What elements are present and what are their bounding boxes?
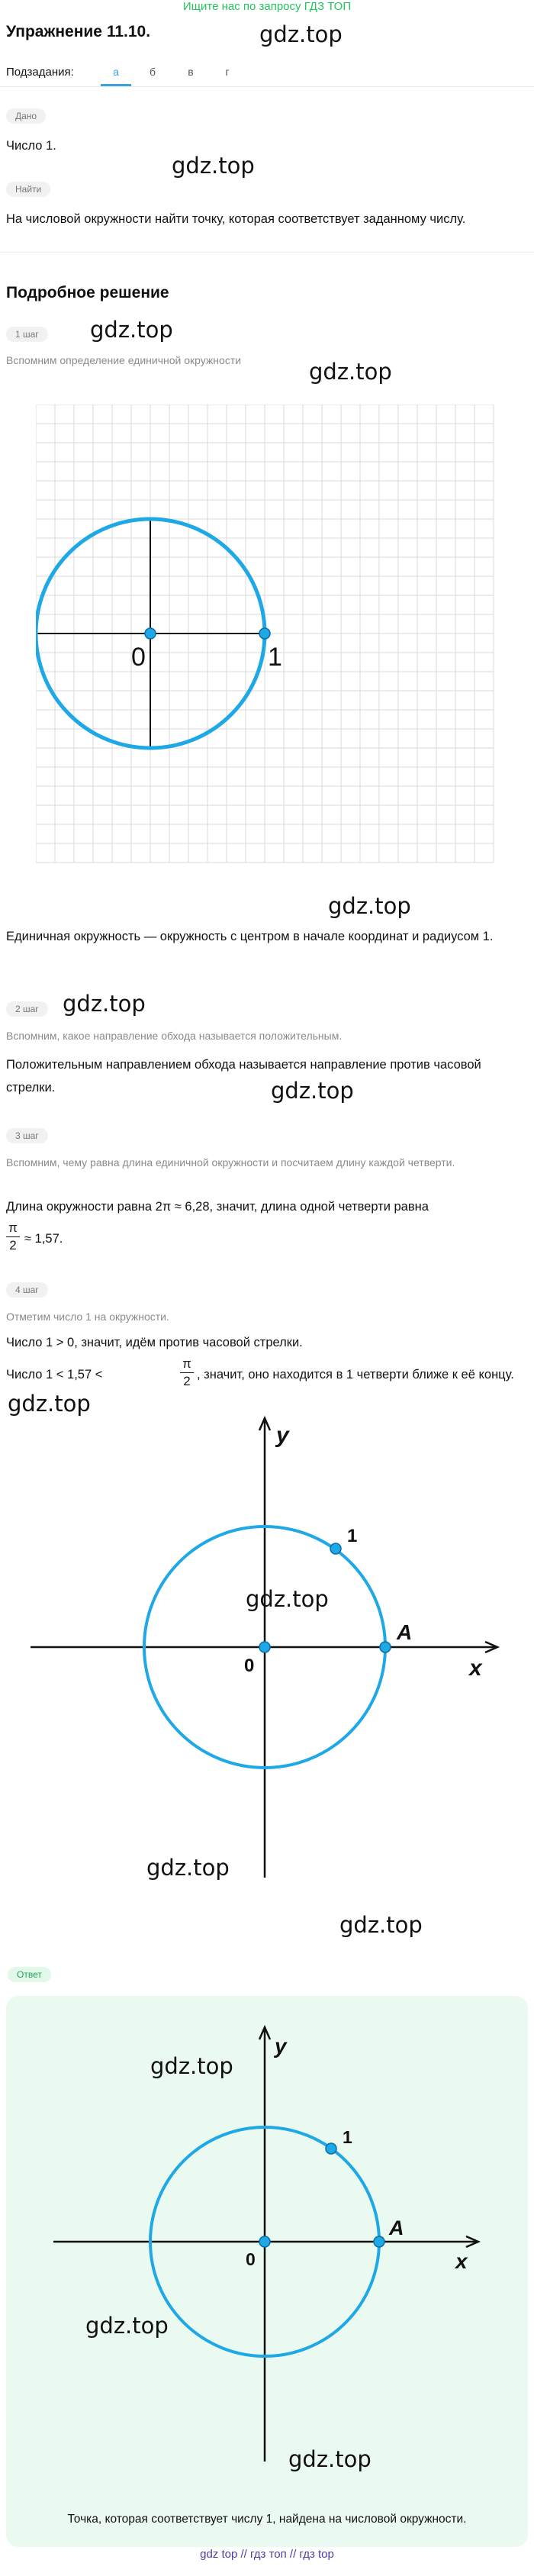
step-2-caption: Вспомним, какое направление обхода называется положительным.: [6, 1030, 343, 1042]
find-text: На числовой окружности найти точку, которая соответствует заданному числу.: [6, 212, 466, 226]
unit-circle-grid-figure: [36, 405, 494, 870]
origin-label: 0: [244, 1656, 255, 1676]
step-3-text-line2: ≈ 1,57.: [24, 1232, 63, 1246]
step-3-text-line1: Длина окружности равна 2π ≈ 6,28, значит, длина одной четверти равна: [6, 1200, 429, 1214]
watermark: gdz.top: [63, 991, 146, 1017]
tab-v[interactable]: в: [188, 66, 194, 78]
point-one: [326, 2143, 336, 2154]
step-4-caption: Отметим число 1 на окружности.: [6, 1311, 169, 1323]
point-a: [374, 2236, 384, 2247]
step-2-chip: 2 шаг: [6, 1001, 48, 1017]
origin-point: [259, 1642, 270, 1652]
x-axis-label: x: [455, 2249, 468, 2273]
watermark: gdz.top: [259, 21, 343, 47]
step-3-chip: 3 шаг: [6, 1128, 48, 1143]
point-one-label: 1: [268, 643, 282, 672]
number-circle-figure: [0, 1404, 534, 1901]
point-a: [380, 1642, 391, 1652]
answer-circle-figure: [0, 2015, 534, 2465]
watermark: gdz.top: [150, 2053, 233, 2079]
divider: [0, 86, 534, 87]
watermark: gdz.top: [328, 893, 411, 919]
watermark: gdz.top: [90, 317, 173, 343]
step-4-text-line2-pre: Число 1 < 1,57 <: [6, 1368, 103, 1381]
fraction-numerator: π: [180, 1356, 194, 1373]
origin-point: [145, 628, 156, 639]
given-text: Число 1.: [6, 139, 56, 153]
watermark: gdz.top: [288, 2446, 372, 2472]
solution-title: Подробное решение: [6, 284, 169, 301]
origin-label: 0: [131, 643, 146, 672]
point-one: [259, 628, 270, 639]
answer-chip: Ответ: [8, 1967, 51, 1982]
fraction: [6, 1220, 20, 1254]
origin-point: [259, 2236, 270, 2247]
a-label: A: [389, 2217, 404, 2239]
find-chip: Найти: [6, 182, 50, 197]
footer-links[interactable]: gdz top // гдз топ // гдз top: [200, 2548, 334, 2561]
step-1-caption: Вспомним определение единичной окружности: [6, 354, 242, 366]
page-title: Упражнение 11.10.: [6, 23, 151, 40]
step-4-text-line1: Число 1 > 0, значит, идём против часовой стрелки.: [6, 1336, 303, 1349]
watermark: gdz.top: [309, 359, 392, 385]
fraction-numerator: π: [6, 1220, 20, 1237]
watermark: gdz.top: [8, 1391, 91, 1417]
subtasks-label: Подзадания:: [6, 66, 74, 79]
step-1-text: Единичная окружность — окружность с центром в начале координат и радиусом 1.: [6, 930, 494, 943]
watermark: gdz.top: [246, 1586, 329, 1612]
fraction: [180, 1356, 194, 1390]
divider: [0, 252, 534, 253]
step-2-text: Положительным направлением обхода называется направление против часовой стрелки.: [6, 1058, 481, 1095]
watermark: gdz.top: [339, 1912, 423, 1938]
step-3-caption: Вспомним, чему равна длина единичной окружности и посчитаем длину каждой четверти.: [6, 1156, 455, 1169]
origin-label: 0: [246, 2249, 256, 2269]
a-label: A: [397, 1620, 413, 1644]
watermark: gdz.top: [271, 1078, 354, 1104]
y-axis-label: y: [275, 2034, 287, 2058]
point-one-label: 1: [347, 1526, 358, 1546]
y-axis-label: y: [276, 1423, 289, 1448]
tab-b[interactable]: б: [149, 66, 156, 78]
watermark: gdz.top: [172, 153, 255, 179]
answer-text: Точка, которая соответствует числу 1, найдена на числовой окружности.: [67, 2513, 467, 2526]
fraction-denominator: 2: [183, 1374, 191, 1388]
tab-a[interactable]: а: [113, 66, 119, 78]
x-axis-label: x: [469, 1656, 482, 1681]
fraction-denominator: 2: [9, 1238, 17, 1253]
step-4-chip: 4 шаг: [6, 1282, 48, 1298]
step-4-text-line2-post: , значит, оно находится в 1 четверти ближе к её концу.: [197, 1368, 514, 1381]
point-one-label: 1: [343, 2127, 352, 2147]
point-one: [330, 1543, 341, 1554]
watermark: gdz.top: [146, 1855, 230, 1881]
watermark: gdz.top: [85, 2313, 169, 2339]
tab-g[interactable]: г: [225, 66, 230, 78]
given-chip: Дано: [6, 108, 46, 124]
step-1-chip: 1 шаг: [6, 327, 48, 342]
promo-banner[interactable]: Ищите нас по запросу ГДЗ ТОП: [182, 0, 352, 13]
